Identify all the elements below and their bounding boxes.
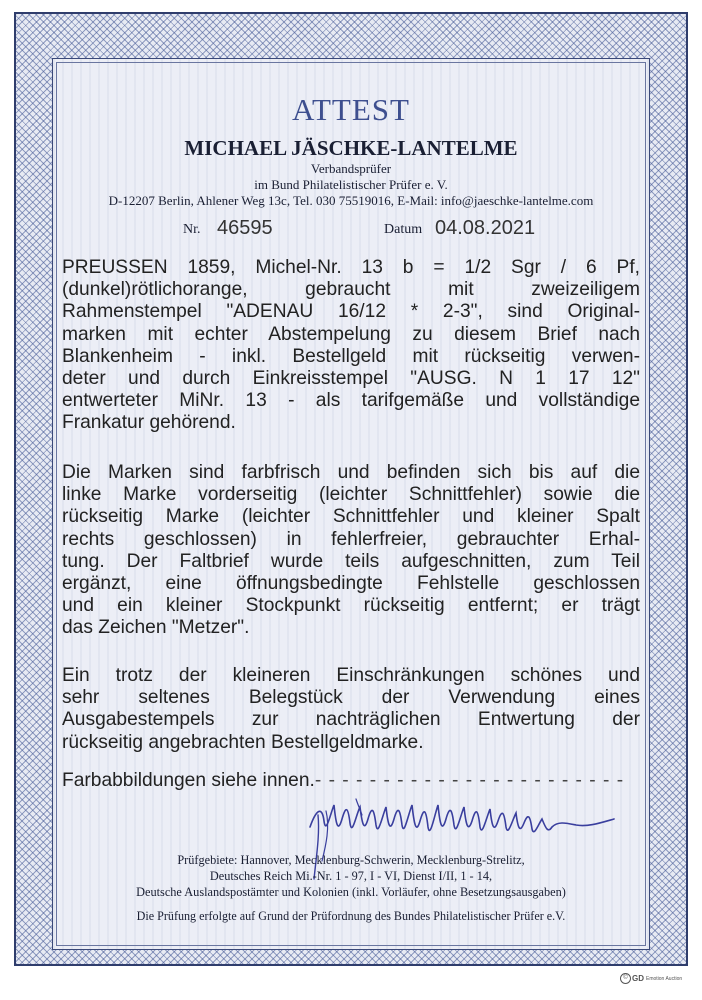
footer-line: Deutsches Reich Mi.-Nr. 1 - 97, I - VI, Dienst I/II, 1 - 14, (209, 869, 493, 883)
text-line: entwerteter MiNr. 13 - als tarifgemäße und vollständige (62, 390, 640, 412)
text-line: ergänzt, eine öffnungsbedingte Fehlstelle geschlossen (62, 573, 640, 595)
text-line: Die Marken sind farbfrisch und befinden sich bis auf die (62, 462, 640, 483)
copyright-icon: © (620, 973, 631, 984)
examiner-address: D-12207 Berlin, Ahlener Weg 13c, Tel. 030 75519016, E-Mail: info@jaeschke-lantelme.com (108, 193, 594, 208)
text-line: (dunkel)rötlichorange, gebraucht mit zweizeiligem (62, 279, 640, 301)
text-line: Blankenheim - inkl. Bestellgeld mit rückseitig verwen- (62, 345, 640, 367)
text-line: das Zeichen "Metzer". (62, 617, 250, 639)
text-line: linke Marke vorderseitig (leichter Schnittfehler) sowie die (62, 484, 640, 506)
text-line: sehr seltenes Belegstück der Verwendung eines (62, 687, 640, 709)
text-line: rückseitig angebrachten Bestellgeldmarke. (62, 731, 424, 753)
paragraph-assessment (62, 665, 640, 754)
text-line: tung. Der Faltbrief wurde teils aufgeschnitten, zum Teil (62, 550, 640, 572)
examiner-role: Verbandsprüfer (310, 161, 392, 176)
text-line: rückseitig Marke (leichter Schnittfehler und kleiner Spalt (62, 506, 640, 528)
text-line: Ausgabestempels zur nachträglichen Entwertung der (62, 709, 640, 731)
paragraph-images-note: Farbabbildungen siehe innen.- - - - - - - - - - - - - - - - - - - - - - - (62, 770, 625, 791)
certificate-number: 46595 (217, 217, 273, 239)
paragraph-condition (62, 462, 640, 640)
text-line: deter und durch Einkreisstempel "AUSG. N 1 17 12" (62, 368, 640, 390)
text-line: und ein kleiner Stockpunkt rückseitig entfernt; er trägt (62, 595, 640, 617)
examiner-association: im Bund Philatelistischer Prüfer e. V. (254, 177, 448, 192)
images-note: Farbabbildungen siehe innen. (62, 770, 315, 791)
certificate-date: 04.08.2021 (435, 217, 536, 239)
logo-badge: GD (632, 974, 644, 983)
examiner-name: MICHAEL JÄSCHKE-LANTELME (184, 136, 518, 160)
footer-line: Prüfgebiete: Hannover, Mecklenburg-Schwerin, Mecklenburg-Strelitz, (177, 853, 525, 867)
text-line: rechts geschlossen) in fehlerfreier, gebrauchter Erhal- (62, 528, 640, 550)
footer-line: Deutsche Auslandspostämter und Kolonien (inkl. Vorläufer, ohne Besetzungsausgaben) (136, 885, 566, 899)
text-line: Frankatur gehörend. (62, 412, 236, 434)
text-line: PREUSSEN 1859, Michel-Nr. 13 b = 1/2 Sgr / 6 Pf, (62, 257, 640, 278)
datum-label: Datum (384, 222, 423, 237)
footer-disclaimer: Die Prüfung erfolgte auf Grund der Prüfordnung des Bundes Philatelistischer Prüfer e.V. (136, 909, 566, 923)
text-line: Ein trotz der kleineren Einschränkungen schönes und (62, 665, 640, 686)
paragraph-description (62, 257, 640, 435)
attest-title: ATTEST (292, 92, 410, 127)
logo-text: Emotion Auction (646, 975, 683, 982)
text-line: marken mit echter Abstempelung zu diesem Brief nach (62, 323, 640, 345)
auction-logo (620, 973, 682, 984)
text-line: Rahmenstempel "ADENAU 16/12 * 2-3", sind Original- (62, 301, 640, 323)
nr-label: Nr. (183, 222, 201, 237)
